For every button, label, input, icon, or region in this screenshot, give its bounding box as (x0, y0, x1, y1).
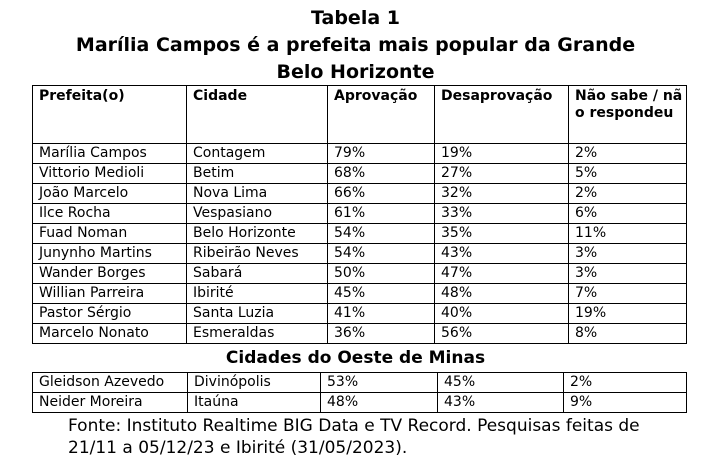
cell-approval: 79% (328, 144, 435, 164)
cell-dont-know: 19% (569, 304, 687, 324)
table-row (33, 224, 687, 244)
cell-city: Itaúna (188, 393, 321, 413)
cell-mayor: Junynho Martins (33, 244, 187, 264)
cell-mayor: Fuad Noman (33, 224, 187, 244)
table-row (33, 393, 687, 413)
cell-city: Betim (187, 164, 328, 184)
cell-approval: 66% (328, 184, 435, 204)
cell-dont-know: 2% (569, 184, 687, 204)
cell-dont-know: 8% (569, 324, 687, 344)
cell-approval: 45% (328, 284, 435, 304)
cell-approval: 54% (328, 244, 435, 264)
table-row (33, 324, 687, 344)
table-row (33, 164, 687, 184)
cell-approval: 54% (328, 224, 435, 244)
header-mayor: Prefeita(o) (33, 86, 187, 144)
west-table (32, 372, 687, 413)
headline-line-2: Belo Horizonte (276, 61, 435, 83)
cell-disapproval: 56% (435, 324, 569, 344)
section-title-west: Cidades do Oeste de Minas (225, 348, 486, 368)
cell-dont-know: 11% (569, 224, 687, 244)
table-row (33, 204, 687, 224)
cell-city: Vespasiano (187, 204, 328, 224)
cell-dont-know: 3% (569, 244, 687, 264)
cell-dont-know: 2% (564, 373, 687, 393)
cell-city: Nova Lima (187, 184, 328, 204)
header-city: Cidade (187, 86, 328, 144)
cell-disapproval: 43% (435, 244, 569, 264)
cell-city: Santa Luzia (187, 304, 328, 324)
cell-dont-know: 6% (569, 204, 687, 224)
cell-dont-know: 2% (569, 144, 687, 164)
table-row (33, 304, 687, 324)
cell-approval: 53% (321, 373, 438, 393)
table-row (33, 184, 687, 204)
cell-mayor: Marcelo Nonato (33, 324, 187, 344)
table-row (33, 264, 687, 284)
cell-mayor: Ilce Rocha (33, 204, 187, 224)
cell-city: Divinópolis (188, 373, 321, 393)
approval-table (32, 85, 687, 344)
header-row (33, 86, 687, 144)
table-row (33, 373, 687, 393)
cell-city: Ribeirão Neves (187, 244, 328, 264)
cell-city: Ibirité (187, 284, 328, 304)
cell-disapproval: 47% (435, 264, 569, 284)
cell-mayor: Gleidson Azevedo (33, 373, 188, 393)
cell-disapproval: 48% (435, 284, 569, 304)
cell-city: Esmeraldas (187, 324, 328, 344)
cell-approval: 36% (328, 324, 435, 344)
cell-disapproval: 33% (435, 204, 569, 224)
cell-disapproval: 27% (435, 164, 569, 184)
cell-approval: 41% (328, 304, 435, 324)
cell-dont-know: 5% (569, 164, 687, 184)
cell-approval: 61% (328, 204, 435, 224)
headline-line-1: Marília Campos é a prefeita mais popular da Grande (75, 34, 636, 56)
cell-city: Contagem (187, 144, 328, 164)
cell-approval: 50% (328, 264, 435, 284)
cell-mayor: Vittorio Medioli (33, 164, 187, 184)
cell-dont-know: 7% (569, 284, 687, 304)
table-row (33, 144, 687, 164)
cell-mayor: João Marcelo (33, 184, 187, 204)
source-line-2: 21/11 a 05/12/23 e Ibirité (31/05/2023). (68, 438, 408, 458)
header-approval: Aprovação (328, 86, 435, 144)
table-label: Tabela 1 (311, 7, 400, 29)
west-table-body (33, 373, 687, 413)
header-dont-know: Não sabe / não respondeu (569, 86, 687, 144)
cell-disapproval: 35% (435, 224, 569, 244)
cell-mayor: Willian Parreira (33, 284, 187, 304)
approval-table-body (33, 144, 687, 344)
cell-mayor: Wander Borges (33, 264, 187, 284)
cell-dont-know: 9% (564, 393, 687, 413)
source-note (68, 415, 688, 459)
cell-approval: 68% (328, 164, 435, 184)
cell-mayor: Neider Moreira (33, 393, 188, 413)
cell-mayor: Pastor Sérgio (33, 304, 187, 324)
header-disapproval: Desaprovação (435, 86, 569, 144)
table-row (33, 284, 687, 304)
cell-mayor: Marília Campos (33, 144, 187, 164)
cell-disapproval: 45% (438, 373, 564, 393)
cell-city: Sabará (187, 264, 328, 284)
cell-disapproval: 40% (435, 304, 569, 324)
source-line-1: Fonte: Instituto Realtime BIG Data e TV Record. Pesquisas feitas de (68, 416, 640, 436)
cell-approval: 48% (321, 393, 438, 413)
cell-disapproval: 19% (435, 144, 569, 164)
cell-disapproval: 43% (438, 393, 564, 413)
cell-city: Belo Horizonte (187, 224, 328, 244)
cell-dont-know: 3% (569, 264, 687, 284)
cell-disapproval: 32% (435, 184, 569, 204)
table-row (33, 244, 687, 264)
